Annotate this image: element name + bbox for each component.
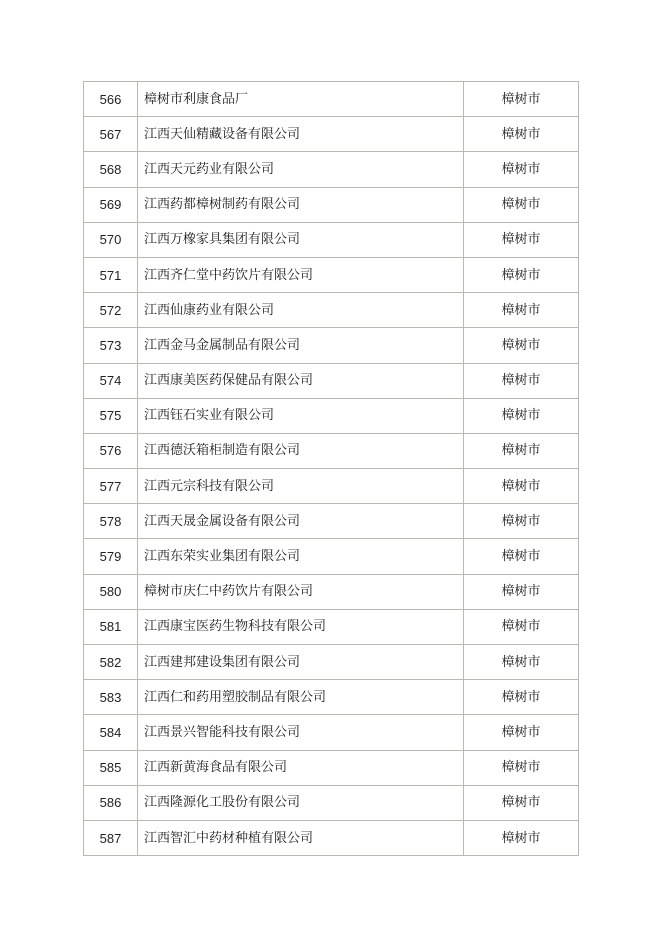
row-number: 567	[84, 117, 138, 152]
row-number: 581	[84, 609, 138, 644]
company-name: 江西东荣实业集团有限公司	[138, 539, 464, 574]
table-row	[84, 785, 579, 820]
row-number: 571	[84, 257, 138, 292]
company-name: 江西康美医药保健品有限公司	[138, 363, 464, 398]
row-number: 575	[84, 398, 138, 433]
row-number: 582	[84, 645, 138, 680]
city-name: 樟树市	[464, 645, 579, 680]
table-row	[84, 398, 579, 433]
company-name: 江西元宗科技有限公司	[138, 469, 464, 504]
table-row	[84, 293, 579, 328]
table-row	[84, 257, 579, 292]
company-name: 江西康宝医药生物科技有限公司	[138, 609, 464, 644]
table-row	[84, 433, 579, 468]
row-number: 573	[84, 328, 138, 363]
table-row	[84, 750, 579, 785]
row-number: 572	[84, 293, 138, 328]
city-name: 樟树市	[464, 680, 579, 715]
city-name: 樟树市	[464, 715, 579, 750]
company-name: 江西景兴智能科技有限公司	[138, 715, 464, 750]
company-name: 江西智汇中药材种植有限公司	[138, 820, 464, 855]
table-row	[84, 680, 579, 715]
row-number: 580	[84, 574, 138, 609]
table-row	[84, 645, 579, 680]
row-number: 570	[84, 222, 138, 257]
table-row	[84, 715, 579, 750]
city-name: 樟树市	[464, 117, 579, 152]
table-row	[84, 469, 579, 504]
table-row	[84, 820, 579, 855]
row-number: 577	[84, 469, 138, 504]
company-name: 江西万橡家具集团有限公司	[138, 222, 464, 257]
table-row	[84, 117, 579, 152]
row-number: 566	[84, 82, 138, 117]
city-name: 樟树市	[464, 257, 579, 292]
company-name: 江西天晟金属设备有限公司	[138, 504, 464, 539]
table-row	[84, 82, 579, 117]
company-name: 江西德沃箱柜制造有限公司	[138, 433, 464, 468]
city-name: 樟树市	[464, 820, 579, 855]
company-name: 江西天仙精藏设备有限公司	[138, 117, 464, 152]
city-name: 樟树市	[464, 469, 579, 504]
row-number: 586	[84, 785, 138, 820]
company-list-table	[83, 81, 579, 856]
city-name: 樟树市	[464, 609, 579, 644]
table-row	[84, 539, 579, 574]
city-name: 樟树市	[464, 293, 579, 328]
company-name: 江西仙康药业有限公司	[138, 293, 464, 328]
city-name: 樟树市	[464, 152, 579, 187]
city-name: 樟树市	[464, 750, 579, 785]
city-name: 樟树市	[464, 398, 579, 433]
row-number: 578	[84, 504, 138, 539]
city-name: 樟树市	[464, 82, 579, 117]
city-name: 樟树市	[464, 363, 579, 398]
row-number: 576	[84, 433, 138, 468]
table-row	[84, 187, 579, 222]
table-row	[84, 609, 579, 644]
company-name: 江西钰石实业有限公司	[138, 398, 464, 433]
row-number: 568	[84, 152, 138, 187]
table-row	[84, 328, 579, 363]
company-name: 樟树市庆仁中药饮片有限公司	[138, 574, 464, 609]
city-name: 樟树市	[464, 328, 579, 363]
company-name: 江西隆源化工股份有限公司	[138, 785, 464, 820]
row-number: 574	[84, 363, 138, 398]
company-name: 江西天元药业有限公司	[138, 152, 464, 187]
row-number: 583	[84, 680, 138, 715]
company-name: 江西仁和药用塑胶制品有限公司	[138, 680, 464, 715]
city-name: 樟树市	[464, 574, 579, 609]
city-name: 樟树市	[464, 222, 579, 257]
city-name: 樟树市	[464, 433, 579, 468]
company-name: 江西建邦建设集团有限公司	[138, 645, 464, 680]
row-number: 587	[84, 820, 138, 855]
table-row	[84, 152, 579, 187]
city-name: 樟树市	[464, 187, 579, 222]
table-row	[84, 504, 579, 539]
row-number: 585	[84, 750, 138, 785]
table-row	[84, 222, 579, 257]
company-name: 樟树市利康食品厂	[138, 82, 464, 117]
table-row	[84, 574, 579, 609]
row-number: 579	[84, 539, 138, 574]
city-name: 樟树市	[464, 785, 579, 820]
company-name: 江西齐仁堂中药饮片有限公司	[138, 257, 464, 292]
city-name: 樟树市	[464, 504, 579, 539]
row-number: 569	[84, 187, 138, 222]
company-name: 江西金马金属制品有限公司	[138, 328, 464, 363]
table-body	[84, 82, 579, 856]
table-row	[84, 363, 579, 398]
company-name: 江西药都樟树制药有限公司	[138, 187, 464, 222]
row-number: 584	[84, 715, 138, 750]
city-name: 樟树市	[464, 539, 579, 574]
company-name: 江西新黄海食品有限公司	[138, 750, 464, 785]
